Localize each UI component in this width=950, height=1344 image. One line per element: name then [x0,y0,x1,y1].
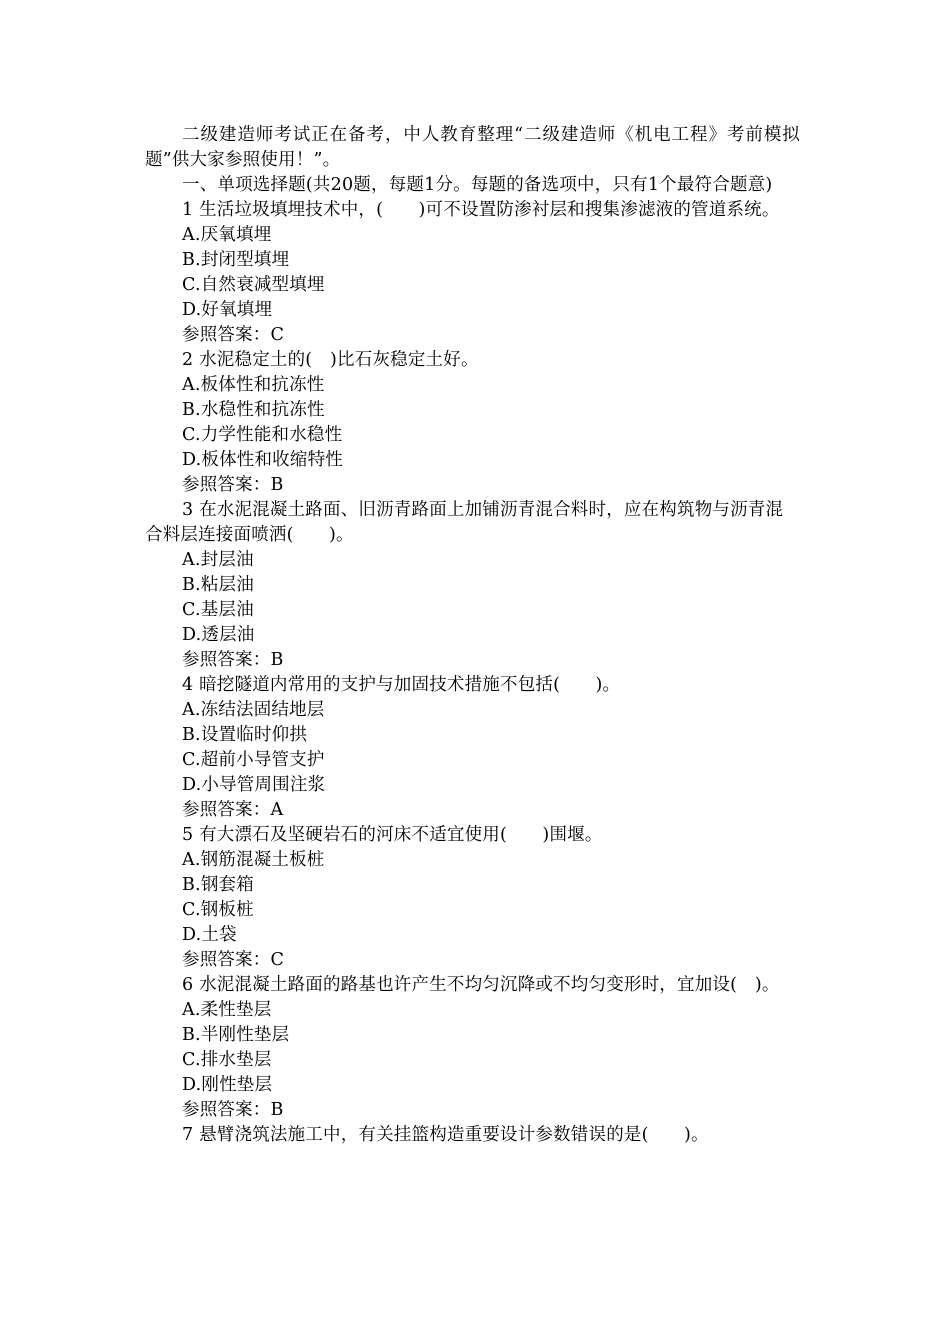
option-c: C.基层油 [182,600,254,620]
answer-line: 参照答案：B [182,1100,284,1120]
question-text: 1 生活垃圾填埋技术中，( )可不设置防渗衬层和搜集渗滤液的管道系统。 [182,200,780,220]
question-block-5 [145,823,800,973]
option-a: A.钢筋混凝土板桩 [182,850,325,870]
option-b: B.钢套箱 [182,875,254,895]
option-a: A.板体性和抗冻性 [182,375,325,395]
answer-line: 参照答案：C [182,950,285,970]
option-d: D.好氧填埋 [182,300,273,320]
answer-line: 参照答案：A [182,800,284,820]
question-block-6 [145,973,800,1123]
question-block-3 [145,498,800,673]
option-b: B.水稳性和抗冻性 [182,400,325,420]
option-d: D.土袋 [182,925,237,945]
question-text: 5 有大漂石及坚硬岩石的河床不适宜使用( )围堰。 [182,825,603,845]
document-body [145,123,800,1148]
option-d: D.透层油 [182,625,255,645]
question-text: 2 水泥稳定土的( )比石灰稳定土好。 [182,350,479,370]
question-text: 3 在水泥混凝土路面、旧沥青路面上加铺沥青混合料时，应在构筑物与沥青混合料层连接面喷洒( )。 [145,500,784,545]
intro-paragraph: 二级建造师考试正在备考，中人教育整理“二级建造师《机电工程》考前模拟题”供大家参照使用！”。 [145,125,800,170]
option-a: A.柔性垫层 [182,1000,272,1020]
option-b: B.封闭型填埋 [182,250,290,270]
option-c: C.排水垫层 [182,1050,272,1070]
question-block-2 [145,348,800,498]
option-c: C.力学性能和水稳性 [182,425,343,445]
question-text-7: 7 悬臂浇筑法施工中，有关挂篮构造重要设计参数错误的是( )。 [182,1125,709,1145]
option-a: A.封层油 [182,550,254,570]
option-c: C.钢板桩 [182,900,254,920]
option-d: D.板体性和收缩特性 [182,450,343,470]
answer-line: 参照答案：B [182,475,284,495]
option-b: B.半刚性垫层 [182,1025,290,1045]
answer-line: 参照答案：C [182,325,285,345]
option-b: B.粘层油 [182,575,254,595]
question-text: 4 暗挖隧道内常用的支护与加固技术措施不包括( )。 [182,675,621,695]
question-block-1 [145,198,800,348]
option-d: D.小导管周围注浆 [182,775,326,795]
section-heading: 一、单项选择题(共20题，每题1分。每题的备选项中，只有1个最符合题意) [182,175,773,195]
option-c: C.自然衰减型填埋 [182,275,325,295]
option-a: A.厌氧填埋 [182,225,272,245]
answer-line: 参照答案：B [182,650,284,670]
option-b: B.设置临时仰拱 [182,725,308,745]
option-c: C.超前小导管支护 [182,750,325,770]
question-text: 6 水泥混凝土路面的路基也许产生不均匀沉降或不均匀变形时，宜加设( )。 [182,975,780,995]
option-a: A.冻结法固结地层 [182,700,325,720]
option-d: D.刚性垫层 [182,1075,273,1095]
question-block-4 [145,673,800,823]
